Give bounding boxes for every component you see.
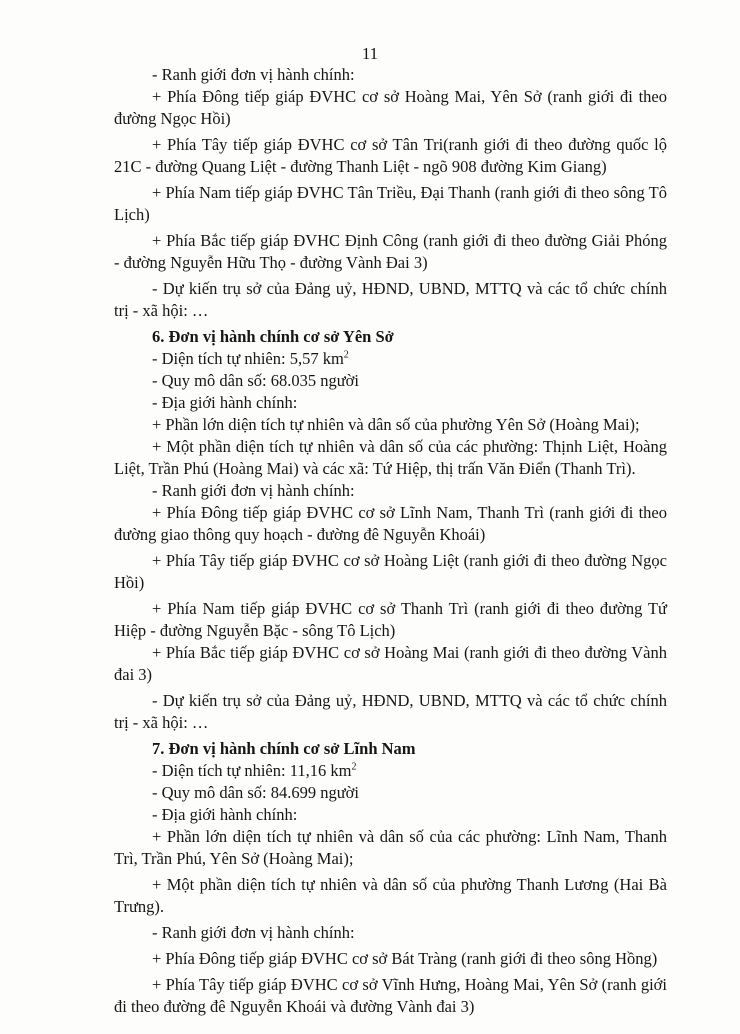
section-6-area: - Diện tích tự nhiên: 5,57 $km^2$	[152, 349, 349, 368]
section-6-boundary-south: + Phía Nam tiếp giáp ĐVHC cơ sở Thanh Trì (ranh giới đi theo đường Tứ Hiệp - đường Nguyễn Bặc - sông Tô Lịch)	[114, 599, 667, 640]
section-7-boundary-label: - Ranh giới đơn vị hành chính:	[152, 923, 355, 942]
section-6-population: - Quy mô dân số: 68.035 người	[152, 371, 359, 390]
section-6-admin-1: + Phần lớn diện tích tự nhiên và dân số của phường Yên Sở (Hoàng Mai);	[152, 415, 640, 434]
boundary-east: + Phía Đông tiếp giáp ĐVHC cơ sở Hoàng Mai, Yên Sở (ranh giới đi theo đường Ngọc Hồi)	[114, 87, 667, 128]
headquarters-note: - Dự kiến trụ sở của Đảng uỷ, HĐND, UBND, MTTQ và các tổ chức chính trị - xã hội: …	[114, 279, 667, 320]
page-number: 11	[361, 44, 379, 63]
section-6-admin-label: - Địa giới hành chính:	[152, 393, 298, 412]
section-6-boundary-west: + Phía Tây tiếp giáp ĐVHC cơ sở Hoàng Liệt (ranh giới đi theo đường Ngọc Hồi)	[114, 551, 667, 592]
section-7-admin-1: + Phần lớn diện tích tự nhiên và dân số của các phường: Lĩnh Nam, Thanh Trì, Trần Phú, Yên Sở (Hoàng Mai);	[114, 827, 667, 868]
section-7-heading: 7. Đơn vị hành chính cơ sở Lĩnh Nam	[152, 739, 416, 758]
section-6-boundary-label: - Ranh giới đơn vị hành chính:	[152, 481, 355, 500]
section-7-admin-2: + Một phần diện tích tự nhiên và dân số của phường Thanh Lương (Hai Bà Trưng).	[114, 875, 667, 916]
boundary-north: + Phía Bắc tiếp giáp ĐVHC Định Công (ranh giới đi theo đường Giải Phóng - đường Nguyễn Hữu Thọ - đường Vành Đai 3)	[114, 231, 667, 272]
section-7-boundary-west: + Phía Tây tiếp giáp ĐVHC cơ sở Vĩnh Hưng, Hoàng Mai, Yên Sở (ranh giới đi theo đường đê Nguyễn Khoái và đường Vành đai 3)	[114, 975, 667, 1016]
section-7-area: - Diện tích tự nhiên: 11,16 $km^2$	[152, 761, 357, 780]
section-6-headquarters: - Dự kiến trụ sở của Đảng uỷ, HĐND, UBND, MTTQ và các tổ chức chính trị - xã hội: …	[114, 691, 667, 732]
section-6-admin-2: + Một phần diện tích tự nhiên và dân số của các phường: Thịnh Liệt, Hoàng Liệt, Trần Phú (Hoàng Mai) và các xã: Tứ Hiệp, thị trấn Văn Điển (Thanh Trì).	[114, 437, 667, 478]
section-6-boundary-east: + Phía Đông tiếp giáp ĐVHC cơ sở Lĩnh Nam, Thanh Trì (ranh giới đi theo đường giao thông quy hoạch - đường đê Nguyễn Khoái)	[114, 503, 667, 544]
boundary-label: - Ranh giới đơn vị hành chính:	[152, 65, 355, 84]
section-6-boundary-north: + Phía Bắc tiếp giáp ĐVHC cơ sở Hoàng Mai (ranh giới đi theo đường Vành đai 3)	[114, 643, 667, 684]
document-body	[114, 64, 667, 1018]
section-7-boundary-east: + Phía Đông tiếp giáp ĐVHC cơ sở Bát Tràng (ranh giới đi theo sông Hồng)	[152, 949, 658, 968]
boundary-west: + Phía Tây tiếp giáp ĐVHC cơ sở Tân Tri(ranh giới đi theo đường quốc lộ 21C - đường Quang Liệt - đường Thanh Liệt - ngõ 908 đường Kim Giang)	[114, 135, 667, 176]
section-6-heading: 6. Đơn vị hành chính cơ sở Yên Sở	[152, 327, 394, 346]
boundary-south: + Phía Nam tiếp giáp ĐVHC Tân Triều, Đại Thanh (ranh giới đi theo sông Tô Lịch)	[114, 183, 667, 224]
section-7-population: - Quy mô dân số: 84.699 người	[152, 783, 359, 802]
section-7-admin-label: - Địa giới hành chính:	[152, 805, 298, 824]
